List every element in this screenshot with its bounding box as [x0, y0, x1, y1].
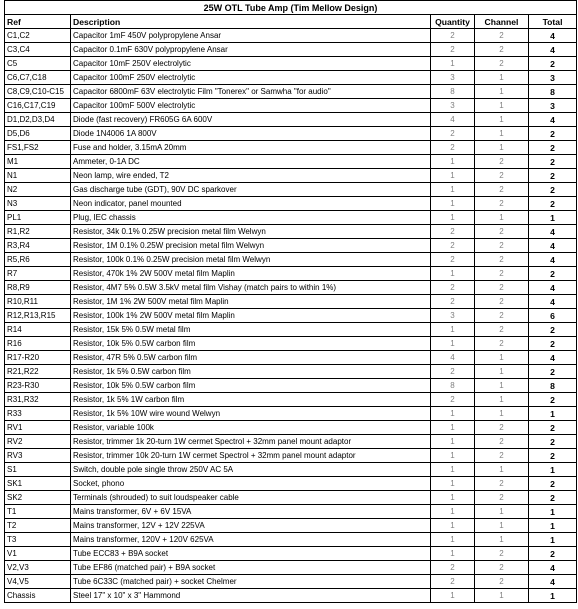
cell-total[interactable]: 4: [529, 253, 577, 267]
cell-total[interactable]: 4: [529, 351, 577, 365]
cell-description[interactable]: Capacitor 100mF 250V electrolytic: [71, 71, 431, 85]
cell-quantity[interactable]: 4: [431, 351, 475, 365]
cell-ref[interactable]: T3: [5, 533, 71, 547]
cell-description[interactable]: Resistor, 10k 5% 0.5W carbon film: [71, 337, 431, 351]
cell-description[interactable]: Diode 1N4006 1A 800V: [71, 127, 431, 141]
cell-quantity[interactable]: 1: [431, 57, 475, 71]
table-row: [5, 71, 577, 85]
cell-description[interactable]: Resistor, 47R 5% 0.5W carbon film: [71, 351, 431, 365]
cell-ref[interactable]: R3,R4: [5, 239, 71, 253]
cell-description[interactable]: Switch, double pole single throw 250V AC 5A: [71, 463, 431, 477]
cell-total[interactable]: 2: [529, 141, 577, 155]
cell-quantity[interactable]: 1: [431, 169, 475, 183]
cell-channel[interactable]: 1: [475, 351, 529, 365]
cell-channel[interactable]: 2: [475, 267, 529, 281]
cell-description[interactable]: Resistor, 4M7 5% 0.5W 3.5kV metal film Vishay (match pairs to within 1%): [71, 281, 431, 295]
cell-ref[interactable]: C3,C4: [5, 43, 71, 57]
cell-total[interactable]: 2: [529, 323, 577, 337]
table-row: [5, 379, 577, 393]
table-row: [5, 43, 577, 57]
table-row: [5, 393, 577, 407]
cell-total[interactable]: 2: [529, 155, 577, 169]
cell-description[interactable]: Plug, IEC chassis: [71, 211, 431, 225]
cell-channel[interactable]: 2: [475, 337, 529, 351]
table-row: [5, 281, 577, 295]
cell-channel[interactable]: 2: [475, 29, 529, 43]
cell-description[interactable]: Resistor, 100k 1% 2W 500V metal film Maplin: [71, 309, 431, 323]
cell-quantity[interactable]: 1: [431, 505, 475, 519]
cell-ref[interactable]: C5: [5, 57, 71, 71]
header-channel[interactable]: Channel: [475, 15, 529, 29]
cell-channel[interactable]: 1: [475, 365, 529, 379]
cell-channel[interactable]: 2: [475, 57, 529, 71]
cell-description[interactable]: Resistor, 1k 5% 1W carbon film: [71, 393, 431, 407]
cell-description[interactable]: Resistor, 34k 0.1% 0.25W precision metal film Welwyn: [71, 225, 431, 239]
table-row: [5, 547, 577, 561]
cell-ref[interactable]: SK2: [5, 491, 71, 505]
cell-total[interactable]: 4: [529, 113, 577, 127]
cell-channel[interactable]: 2: [475, 169, 529, 183]
cell-quantity[interactable]: 3: [431, 99, 475, 113]
cell-channel[interactable]: 2: [475, 281, 529, 295]
cell-quantity[interactable]: 1: [431, 407, 475, 421]
cell-ref[interactable]: D1,D2,D3,D4: [5, 113, 71, 127]
cell-description[interactable]: Resistor, 470k 1% 2W 500V metal film Maplin: [71, 267, 431, 281]
cell-description[interactable]: Ammeter, 0-1A DC: [71, 155, 431, 169]
table-row: [5, 113, 577, 127]
cell-channel[interactable]: 1: [475, 85, 529, 99]
header-quantity[interactable]: Quantity: [431, 15, 475, 29]
cell-ref[interactable]: R8,R9: [5, 281, 71, 295]
cell-ref[interactable]: Chassis: [5, 589, 71, 603]
cell-ref[interactable]: R7: [5, 267, 71, 281]
cell-channel[interactable]: 2: [475, 477, 529, 491]
cell-description[interactable]: Capacitor 6800mF 63V electrolytic Film "Tonerex" or Samwha "for audio": [71, 85, 431, 99]
cell-total[interactable]: 2: [529, 337, 577, 351]
cell-channel[interactable]: 1: [475, 407, 529, 421]
cell-description[interactable]: Fuse and holder, 3.15mA 20mm: [71, 141, 431, 155]
cell-description[interactable]: Capacitor 100mF 500V electrolytic: [71, 99, 431, 113]
sheet-title: 25W OTL Tube Amp (Tim Mellow Design): [5, 1, 577, 15]
cell-total[interactable]: 3: [529, 71, 577, 85]
cell-description[interactable]: Resistor, 1M 0.1% 0.25W precision metal film Welwyn: [71, 239, 431, 253]
cell-channel[interactable]: 1: [475, 141, 529, 155]
cell-channel[interactable]: 2: [475, 295, 529, 309]
table-row: [5, 267, 577, 281]
cell-description[interactable]: Socket, phono: [71, 477, 431, 491]
cell-total[interactable]: 2: [529, 421, 577, 435]
cell-description[interactable]: Resistor, trimmer 10k 20-turn 1W cermet Spectrol + 32mm panel mount adaptor: [71, 449, 431, 463]
table-row: [5, 505, 577, 519]
cell-ref[interactable]: RV3: [5, 449, 71, 463]
cell-ref[interactable]: R17-R20: [5, 351, 71, 365]
cell-total[interactable]: 8: [529, 379, 577, 393]
table-row: [5, 295, 577, 309]
cell-quantity[interactable]: 2: [431, 253, 475, 267]
table-row: [5, 561, 577, 575]
cell-description[interactable]: Capacitor 1mF 450V polypropylene Ansar: [71, 29, 431, 43]
cell-total[interactable]: 2: [529, 267, 577, 281]
cell-description[interactable]: Neon indicator, panel mounted: [71, 197, 431, 211]
cell-ref[interactable]: R1,R2: [5, 225, 71, 239]
cell-total[interactable]: 2: [529, 435, 577, 449]
cell-quantity[interactable]: 1: [431, 547, 475, 561]
cell-quantity[interactable]: 1: [431, 589, 475, 603]
cell-ref[interactable]: FS1,FS2: [5, 141, 71, 155]
cell-ref[interactable]: R12,R13,R15: [5, 309, 71, 323]
table-row: [5, 169, 577, 183]
cell-total[interactable]: 2: [529, 365, 577, 379]
cell-quantity[interactable]: 1: [431, 519, 475, 533]
cell-quantity[interactable]: 1: [431, 183, 475, 197]
cell-ref[interactable]: T1: [5, 505, 71, 519]
cell-total[interactable]: 1: [529, 407, 577, 421]
header-ref[interactable]: Ref: [5, 15, 71, 29]
table-row: [5, 29, 577, 43]
table-row: [5, 127, 577, 141]
cell-quantity[interactable]: 2: [431, 127, 475, 141]
cell-quantity[interactable]: 8: [431, 85, 475, 99]
cell-quantity[interactable]: 8: [431, 379, 475, 393]
cell-channel[interactable]: 1: [475, 533, 529, 547]
cell-description[interactable]: Capacitor 0.1mF 630V polypropylene Ansar: [71, 43, 431, 57]
table-row: [5, 463, 577, 477]
cell-channel[interactable]: 2: [475, 575, 529, 589]
cell-channel[interactable]: 2: [475, 449, 529, 463]
table-row: [5, 155, 577, 169]
cell-quantity[interactable]: 2: [431, 365, 475, 379]
table-row: [5, 491, 577, 505]
cell-channel[interactable]: 1: [475, 505, 529, 519]
cell-quantity[interactable]: 2: [431, 281, 475, 295]
cell-ref[interactable]: V4,V5: [5, 575, 71, 589]
cell-ref[interactable]: R14: [5, 323, 71, 337]
cell-channel[interactable]: 1: [475, 393, 529, 407]
cell-channel[interactable]: 1: [475, 519, 529, 533]
cell-quantity[interactable]: 2: [431, 141, 475, 155]
cell-description[interactable]: Resistor, 10k 5% 0.5W carbon film: [71, 379, 431, 393]
cell-ref[interactable]: R31,R32: [5, 393, 71, 407]
table-row: [5, 421, 577, 435]
cell-quantity[interactable]: 1: [431, 491, 475, 505]
cell-total[interactable]: 4: [529, 281, 577, 295]
cell-total[interactable]: 2: [529, 449, 577, 463]
cell-description[interactable]: Steel 17" x 10" x 3" Hammond: [71, 589, 431, 603]
table-row: [5, 449, 577, 463]
cell-channel[interactable]: 2: [475, 547, 529, 561]
cell-total[interactable]: 2: [529, 57, 577, 71]
cell-ref[interactable]: N3: [5, 197, 71, 211]
cell-channel[interactable]: 2: [475, 155, 529, 169]
cell-quantity[interactable]: 2: [431, 29, 475, 43]
cell-ref[interactable]: T2: [5, 519, 71, 533]
cell-channel[interactable]: 1: [475, 71, 529, 85]
header-row: [5, 15, 577, 29]
cell-total[interactable]: 2: [529, 547, 577, 561]
cell-total[interactable]: 8: [529, 85, 577, 99]
cell-description[interactable]: Resistor, variable 100k: [71, 421, 431, 435]
cell-channel[interactable]: 1: [475, 379, 529, 393]
cell-total[interactable]: 2: [529, 127, 577, 141]
cell-channel[interactable]: 2: [475, 197, 529, 211]
table-row: [5, 239, 577, 253]
cell-description[interactable]: Terminals (shrouded) to suit loudspeaker cable: [71, 491, 431, 505]
table-row: [5, 309, 577, 323]
cell-quantity[interactable]: 1: [431, 155, 475, 169]
cell-description[interactable]: Capacitor 10mF 250V electrolytic: [71, 57, 431, 71]
cell-quantity[interactable]: 1: [431, 449, 475, 463]
cell-channel[interactable]: 2: [475, 561, 529, 575]
table-row: [5, 141, 577, 155]
cell-ref[interactable]: S1: [5, 463, 71, 477]
table-row: [5, 589, 577, 603]
cell-quantity[interactable]: 1: [431, 197, 475, 211]
cell-total[interactable]: 1: [529, 589, 577, 603]
cell-description[interactable]: Resistor, 1k 5% 0.5W carbon film: [71, 365, 431, 379]
cell-ref[interactable]: N2: [5, 183, 71, 197]
cell-description[interactable]: Mains transformer, 6V + 6V 15VA: [71, 505, 431, 519]
cell-ref[interactable]: R21,R22: [5, 365, 71, 379]
cell-ref[interactable]: M1: [5, 155, 71, 169]
cell-quantity[interactable]: 1: [431, 337, 475, 351]
cell-channel[interactable]: 1: [475, 113, 529, 127]
parts-list-sheet: [4, 0, 576, 603]
cell-description[interactable]: Resistor, 1M 1% 2W 500V metal film Maplin: [71, 295, 431, 309]
cell-channel[interactable]: 2: [475, 421, 529, 435]
cell-ref[interactable]: R33: [5, 407, 71, 421]
cell-quantity[interactable]: 2: [431, 575, 475, 589]
cell-channel[interactable]: 2: [475, 309, 529, 323]
cell-quantity[interactable]: 3: [431, 309, 475, 323]
table-row: [5, 211, 577, 225]
cell-quantity[interactable]: 2: [431, 561, 475, 575]
cell-channel[interactable]: 2: [475, 225, 529, 239]
table-row: [5, 99, 577, 113]
cell-quantity[interactable]: 1: [431, 267, 475, 281]
cell-quantity[interactable]: 1: [431, 323, 475, 337]
cell-description[interactable]: Resistor, 1k 5% 10W wire wound Welwyn: [71, 407, 431, 421]
cell-total[interactable]: 1: [529, 533, 577, 547]
cell-quantity[interactable]: 1: [431, 435, 475, 449]
cell-ref[interactable]: N1: [5, 169, 71, 183]
header-total[interactable]: Total: [529, 15, 577, 29]
cell-ref[interactable]: R10,R11: [5, 295, 71, 309]
cell-channel[interactable]: 2: [475, 43, 529, 57]
cell-total[interactable]: 4: [529, 295, 577, 309]
cell-total[interactable]: 2: [529, 491, 577, 505]
cell-channel[interactable]: 2: [475, 491, 529, 505]
cell-total[interactable]: 1: [529, 211, 577, 225]
cell-ref[interactable]: C1,C2: [5, 29, 71, 43]
cell-quantity[interactable]: 4: [431, 113, 475, 127]
cell-ref[interactable]: V1: [5, 547, 71, 561]
table-row: [5, 183, 577, 197]
cell-description[interactable]: Resistor, trimmer 1k 20-turn 1W cermet Spectrol + 32mm panel mount adaptor: [71, 435, 431, 449]
cell-quantity[interactable]: 1: [431, 463, 475, 477]
table-row: [5, 337, 577, 351]
cell-total[interactable]: 4: [529, 239, 577, 253]
cell-quantity[interactable]: 2: [431, 225, 475, 239]
cell-quantity[interactable]: 2: [431, 393, 475, 407]
table-row: [5, 225, 577, 239]
cell-ref[interactable]: C8,C9,C10-C15: [5, 85, 71, 99]
cell-channel[interactable]: 2: [475, 253, 529, 267]
cell-total[interactable]: 4: [529, 561, 577, 575]
cell-total[interactable]: 4: [529, 225, 577, 239]
cell-quantity[interactable]: 3: [431, 71, 475, 85]
cell-description[interactable]: Mains transformer, 12V + 12V 225VA: [71, 519, 431, 533]
cell-description[interactable]: Neon lamp, wire ended, T2: [71, 169, 431, 183]
cell-ref[interactable]: C16,C17,C19: [5, 99, 71, 113]
cell-channel[interactable]: 1: [475, 127, 529, 141]
cell-total[interactable]: 1: [529, 505, 577, 519]
cell-channel[interactable]: 2: [475, 183, 529, 197]
cell-description[interactable]: Mains transformer, 120V + 120V 625VA: [71, 533, 431, 547]
cell-description[interactable]: Tube EF86 (matched pair) + B9A socket: [71, 561, 431, 575]
cell-quantity[interactable]: 1: [431, 477, 475, 491]
table-row: [5, 533, 577, 547]
cell-ref[interactable]: D5,D6: [5, 127, 71, 141]
cell-channel[interactable]: 1: [475, 589, 529, 603]
table-row: [5, 323, 577, 337]
cell-total[interactable]: 4: [529, 43, 577, 57]
header-description[interactable]: Description: [71, 15, 431, 29]
cell-ref[interactable]: RV1: [5, 421, 71, 435]
cell-description[interactable]: Diode (fast recovery) FR605G 6A 600V: [71, 113, 431, 127]
table-row: [5, 407, 577, 421]
cell-total[interactable]: 2: [529, 393, 577, 407]
cell-channel[interactable]: 2: [475, 435, 529, 449]
cell-description[interactable]: Resistor, 15k 5% 0.5W metal film: [71, 323, 431, 337]
cell-total[interactable]: 2: [529, 477, 577, 491]
cell-ref[interactable]: V2,V3: [5, 561, 71, 575]
cell-total[interactable]: 4: [529, 29, 577, 43]
cell-channel[interactable]: 1: [475, 463, 529, 477]
cell-ref[interactable]: R23-R30: [5, 379, 71, 393]
cell-total[interactable]: 6: [529, 309, 577, 323]
cell-quantity[interactable]: 2: [431, 239, 475, 253]
parts-table: [4, 0, 577, 603]
table-row: [5, 253, 577, 267]
cell-description[interactable]: Tube ECC83 + B9A socket: [71, 547, 431, 561]
table-row: [5, 365, 577, 379]
cell-total[interactable]: 1: [529, 463, 577, 477]
cell-channel[interactable]: 1: [475, 99, 529, 113]
table-row: [5, 435, 577, 449]
cell-description[interactable]: Gas discharge tube (GDT), 90V DC sparkover: [71, 183, 431, 197]
cell-ref[interactable]: R16: [5, 337, 71, 351]
cell-quantity[interactable]: 2: [431, 43, 475, 57]
table-row: [5, 197, 577, 211]
cell-total[interactable]: 2: [529, 197, 577, 211]
cell-quantity[interactable]: 1: [431, 533, 475, 547]
table-row: [5, 57, 577, 71]
cell-description[interactable]: Resistor, 100k 0.1% 0.25W precision metal film Welwyn: [71, 253, 431, 267]
cell-ref[interactable]: PL1: [5, 211, 71, 225]
table-row: [5, 519, 577, 533]
cell-total[interactable]: 1: [529, 519, 577, 533]
cell-channel[interactable]: 2: [475, 239, 529, 253]
table-row: [5, 575, 577, 589]
cell-quantity[interactable]: 2: [431, 295, 475, 309]
cell-total[interactable]: 2: [529, 169, 577, 183]
title-row: [5, 1, 577, 15]
cell-ref[interactable]: C6,C7,C18: [5, 71, 71, 85]
cell-ref[interactable]: RV2: [5, 435, 71, 449]
cell-quantity[interactable]: 1: [431, 421, 475, 435]
table-row: [5, 351, 577, 365]
table-row: [5, 477, 577, 491]
table-row: [5, 85, 577, 99]
cell-total[interactable]: 3: [529, 99, 577, 113]
cell-total[interactable]: 2: [529, 183, 577, 197]
cell-ref[interactable]: R5,R6: [5, 253, 71, 267]
cell-quantity[interactable]: 1: [431, 211, 475, 225]
cell-channel[interactable]: 2: [475, 323, 529, 337]
cell-channel[interactable]: 1: [475, 211, 529, 225]
cell-total[interactable]: 4: [529, 575, 577, 589]
cell-description[interactable]: Tube 6C33C (matched pair) + socket Chelmer: [71, 575, 431, 589]
cell-ref[interactable]: SK1: [5, 477, 71, 491]
